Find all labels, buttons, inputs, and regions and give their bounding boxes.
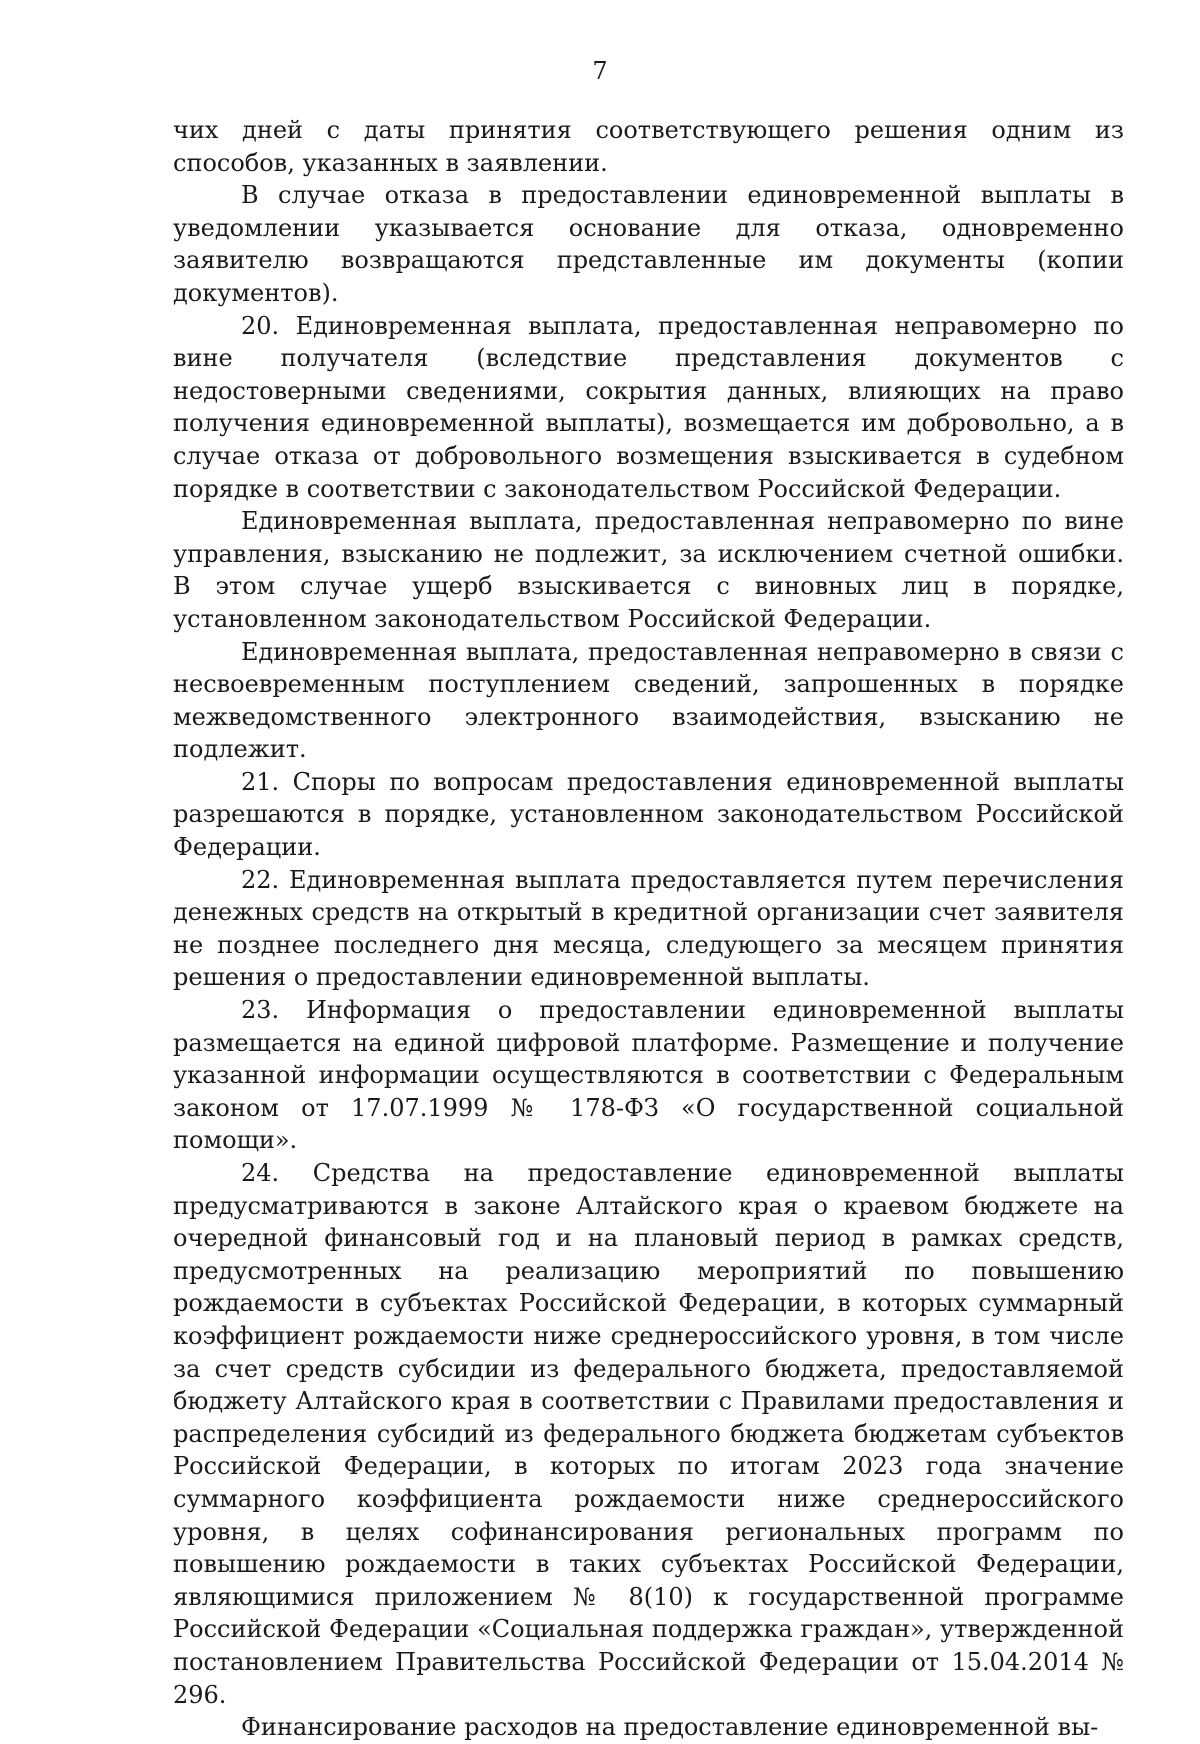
paragraph-clause-23: 23. Информация о предоставлении единовременной выплаты размещается на единой цифровой платформе. Размещение и получение указанной информации осуществляются в соответствии с Федеральным законом от 17.07.1999 № 178-ФЗ «О государственной социальной помощи». <box>173 996 1124 1155</box>
paragraph-clause-24: 24. Средства на предоставление единовременной выплаты предусматриваются в законе Алтайского края о краевом бюджете на очередной финансовый год и на плановый период в рамках средств, предусмотренных на реализацию мероприятий по повышению рождаемости в субъектах Российской Федерации, в которых суммарный коэффициент рождаемости ниже среднероссийского уровня, в том числе за счет средств субсидии из федерального бюджета, предоставляемой бюджету Алтайского края в соответствии с Правилами предоставления и распределения субсидий из федерального бюджета бюджетам субъектов Российской Федерации, в которых по итогам 2023 года значение суммарного коэффициента рождаемости ниже среднероссийского уровня, в целях софинансирования региональных программ по повышению рождаемости в таких субъектах Российской Федерации, являющимися приложением № 8(10) к государственной программе Российской Федерации «Социальная поддержка граждан», утвержденной постановлением Правительства Российской Федерации от 15.04.2014 № 296. <box>173 1159 1124 1709</box>
paragraph-clause-20: 20. Единовременная выплата, предоставленная неправомерно по вине получателя (вследствие представления документов с недостоверными сведениями, сокрытия данных, влияющих на право получения единовременной выплаты), возмещается им добровольно, а в случае отказа от добровольного возмещения взыскивается в судебном порядке в соответствии с законодательством Российской Федерации. <box>173 311 1124 503</box>
paragraph-refusal-notice: В случае отказа в предоставлении единовременной выплаты в уведомлении указывается основание для отказа, одновременно заявителю возвращаются представленные им документы (копии документов). <box>173 181 1124 307</box>
document-body <box>173 114 1124 1744</box>
paragraph-continuation: чих дней с даты принятия соответствующего решения одним из способов, указанных в заявлении. <box>173 116 1124 177</box>
paragraph-interagency-delay: Единовременная выплата, предоставленная неправомерно в связи с несвоевременным поступлением сведений, запрошенных в порядке межведомственного электронного взаимодействия, взысканию не подлежит. <box>173 637 1124 764</box>
paragraph-management-error: Единовременная выплата, предоставленная неправомерно по вине управления, взысканию не подлежит, за исключением счетной ошибки. В этом случае ущерб взыскивается с виновных лиц в порядке, установленном законодательством Российской Федерации. <box>173 507 1124 633</box>
paragraph-clause-21: 21. Споры по вопросам предоставления единовременной выплаты разрешаются в порядке, установленном законодательством Российской Федерации. <box>173 767 1124 862</box>
paragraph-clause-22: 22. Единовременная выплата предоставляется путем перечисления денежных средств на открытый в кредитной организации счет заявителя не позднее последнего дня месяца, следующего за месяцем принятия решения о предоставлении единовременной выплаты. <box>173 865 1124 992</box>
paragraph-financing: Финансирование расходов на предоставление единовременной вы- <box>241 1713 1099 1742</box>
page-number: 7 <box>592 57 608 85</box>
